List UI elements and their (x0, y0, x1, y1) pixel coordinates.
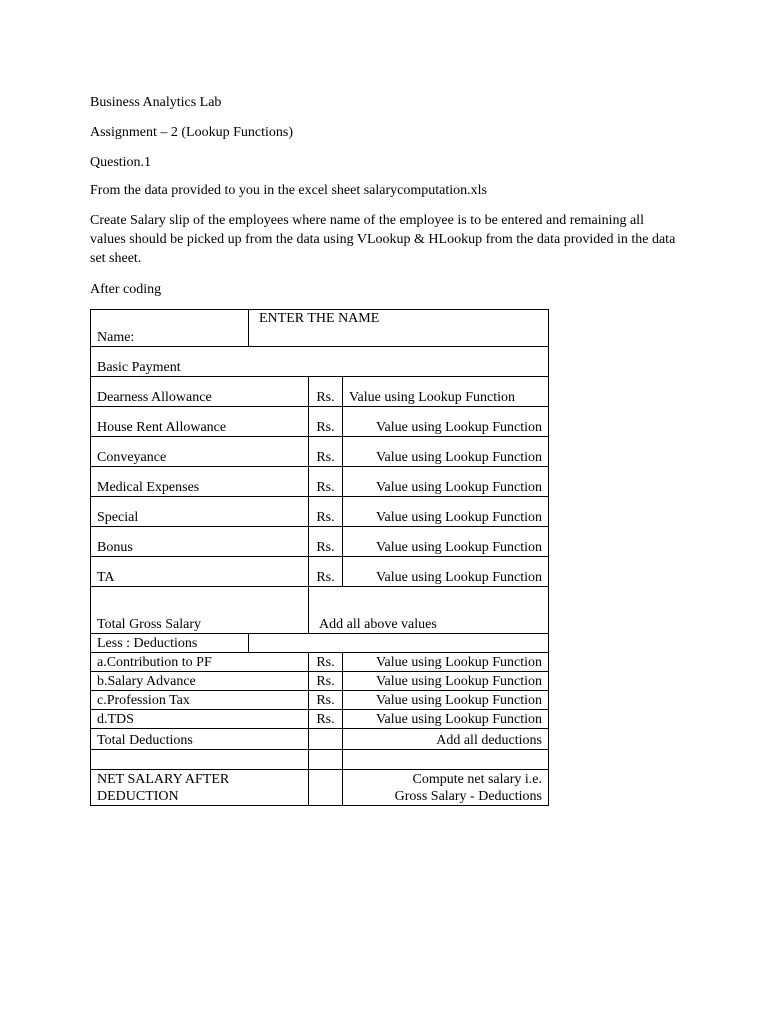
deduction-row (91, 691, 549, 710)
earning-row (91, 377, 549, 407)
empty-cell (309, 750, 343, 770)
currency-label: Rs. (309, 691, 343, 710)
currency-label: Rs. (309, 527, 343, 557)
net-salary-label-line-1: NET SALARY AFTER (97, 772, 230, 787)
instruction-line-1: From the data provided to you in the excel sheet salarycomputation.xls (90, 183, 487, 198)
currency-label: Rs. (309, 407, 343, 437)
question-number: Question.1 (90, 155, 152, 170)
gross-salary-label: Total Gross Salary (91, 587, 309, 634)
instruction-paragraph: Create Salary slip of the employees where name of the employee is to be entered and remaining all values should be picked up from the data using VLookup & HLookup from the data provided in the data set sheet. (90, 213, 676, 266)
earning-label: Dearness Allowance (91, 377, 309, 407)
deduction-row (91, 672, 549, 691)
basic-payment-label: Basic Payment (91, 347, 549, 377)
lookup-value: Value using Lookup Function (343, 497, 549, 527)
empty-cell (309, 770, 343, 806)
name-label: Name: (91, 310, 249, 347)
lookup-value: Value using Lookup Function (343, 377, 549, 407)
basic-payment-row (91, 347, 549, 377)
earning-row (91, 407, 549, 437)
spacer-row (91, 750, 549, 770)
earning-label: Special (91, 497, 309, 527)
currency-label: Rs. (309, 710, 343, 729)
net-salary-label (91, 770, 309, 806)
course-title: Business Analytics Lab (90, 95, 222, 110)
currency-label: Rs. (309, 557, 343, 587)
deduction-row (91, 653, 549, 672)
deduction-label: c.Profession Tax (91, 691, 309, 710)
empty-cell (91, 750, 309, 770)
currency-label: Rs. (309, 437, 343, 467)
after-coding-label: After coding (90, 282, 162, 297)
deduction-row (91, 710, 549, 729)
earning-row (91, 437, 549, 467)
earning-row (91, 557, 549, 587)
earning-row (91, 497, 549, 527)
salary-slip-table (90, 309, 549, 806)
earning-label: Bonus (91, 527, 309, 557)
earning-row (91, 527, 549, 557)
name-row (91, 310, 549, 347)
earning-label: Conveyance (91, 437, 309, 467)
gross-salary-value: Add all above values (309, 587, 549, 634)
deduction-label: a.Contribution to PF (91, 653, 309, 672)
deduction-label: b.Salary Advance (91, 672, 309, 691)
currency-label: Rs. (309, 672, 343, 691)
net-salary-label-line-2: DEDUCTION (97, 789, 179, 804)
lookup-value: Value using Lookup Function (343, 437, 549, 467)
assignment-title: Assignment – 2 (Lookup Functions) (90, 125, 293, 140)
currency-label: Rs. (309, 497, 343, 527)
less-deductions-row (91, 634, 549, 653)
lookup-value: Value using Lookup Function (343, 691, 549, 710)
net-salary-value (343, 770, 549, 806)
gross-salary-row (91, 587, 549, 634)
currency-label: Rs. (309, 467, 343, 497)
net-salary-value-line-2: Gross Salary - Deductions (394, 789, 542, 804)
name-input[interactable]: ENTER THE NAME (249, 310, 549, 347)
empty-cell (249, 634, 549, 653)
less-deductions-label: Less : Deductions (91, 634, 249, 653)
total-deductions-value: Add all deductions (343, 729, 549, 750)
net-salary-value-line-1: Compute net salary i.e. (412, 772, 542, 787)
lookup-value: Value using Lookup Function (343, 527, 549, 557)
net-salary-row (91, 770, 549, 806)
lookup-value: Value using Lookup Function (343, 557, 549, 587)
earning-label: House Rent Allowance (91, 407, 309, 437)
currency-label: Rs. (309, 377, 343, 407)
empty-cell (309, 729, 343, 750)
lookup-value: Value using Lookup Function (343, 407, 549, 437)
empty-cell (343, 750, 549, 770)
lookup-value: Value using Lookup Function (343, 710, 549, 729)
currency-label: Rs. (309, 653, 343, 672)
deduction-label: d.TDS (91, 710, 309, 729)
earning-label: TA (91, 557, 309, 587)
lookup-value: Value using Lookup Function (343, 672, 549, 691)
total-deductions-label: Total Deductions (91, 729, 309, 750)
lookup-value: Value using Lookup Function (343, 653, 549, 672)
total-deductions-row (91, 729, 549, 750)
lookup-value: Value using Lookup Function (343, 467, 549, 497)
earning-label: Medical Expenses (91, 467, 309, 497)
earning-row (91, 467, 549, 497)
